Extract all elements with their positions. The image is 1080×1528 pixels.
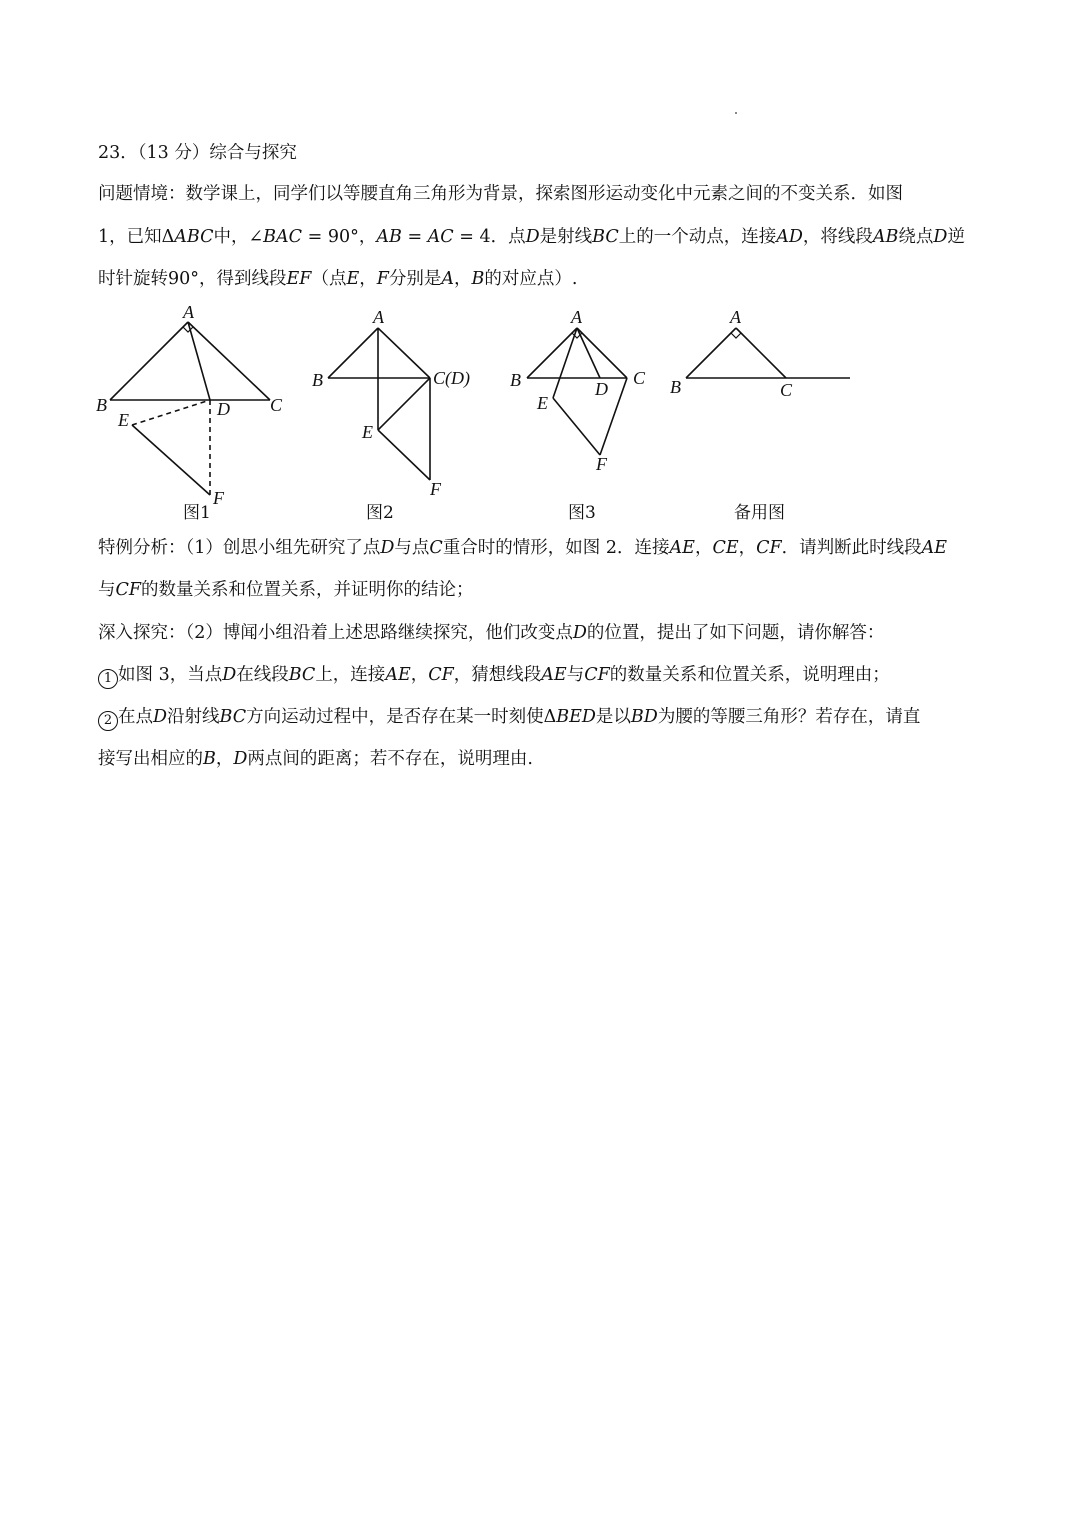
fig1-label-c: C xyxy=(270,395,283,415)
fig3-label-d: D xyxy=(595,379,608,399)
fig3-label-c: C xyxy=(633,368,646,388)
fig2-label-f: F xyxy=(430,479,441,499)
circled-number-1: 1 xyxy=(98,669,118,689)
situation-line-2: 1，已知ΔABC中，∠BAC = 90°，AB = AC = 4．点D是射线BC上的一个动点，连接AD，将线段AB绕点D逆 xyxy=(98,227,965,247)
fig3-label-b: B xyxy=(510,370,521,390)
problem-header: 23．（13 分）综合与探究 xyxy=(98,143,297,163)
fig3-label-a: A xyxy=(571,307,582,327)
fig1-label-a: A xyxy=(183,302,194,322)
fig2-label-a: A xyxy=(373,307,384,327)
fig4-caption: 备用图 xyxy=(734,503,785,523)
part1-line-1: 特例分析：（1）创思小组先研究了点D与点C重合时的情形，如图 2．连接AE，CE，CF．请判断此时线段AE xyxy=(98,538,948,558)
part2-question-1: 1 如图 3，当点D在线段BC上，连接AE，CF，猜想线段AE与CF的数量关系和位置关系，说明理由； xyxy=(98,667,890,689)
circled-number-2: 2 xyxy=(98,711,118,731)
situation-line-1: 问题情境：数学课上，同学们以等腰直角三角形为背景，探索图形运动变化中元素之间的不变关系．如图 xyxy=(98,184,903,204)
fig4-label-b: B xyxy=(670,377,681,397)
figure-2 xyxy=(328,328,430,480)
part2-intro: 深入探究：（2）博闻小组沿着上述思路继续探究，他们改变点D的位置，提出了如下问题，请你解答： xyxy=(98,623,885,643)
fig1-caption: 图1 xyxy=(183,503,211,523)
part1-line-2: 与CF的数量关系和位置关系，并证明你的结论； xyxy=(98,580,474,600)
fig1-label-d: D xyxy=(217,399,230,419)
fig1-label-b: B xyxy=(96,395,107,415)
fig3-label-e: E xyxy=(537,393,548,413)
fig2-label-cd: C(D) xyxy=(433,368,470,388)
fig2-caption: 图2 xyxy=(366,503,394,523)
fig3-caption: 图3 xyxy=(568,503,596,523)
part2-question-2-line-2: 接写出相应的B，D两点间的距离；若不存在，说明理由. xyxy=(98,749,533,769)
fig3-label-f: F xyxy=(596,454,607,474)
situation-line-3: 时针旋转90°，得到线段EF（点E，F分别是A，B的对应点）. xyxy=(98,269,578,289)
fig2-label-b: B xyxy=(312,370,323,390)
fig4-label-c: C xyxy=(780,380,793,400)
fig1-label-e: E xyxy=(118,410,129,430)
fig4-label-a: A xyxy=(730,307,741,327)
fig2-label-e: E xyxy=(362,422,373,442)
figure-3 xyxy=(527,328,627,455)
fig1-label-f: F xyxy=(213,488,224,508)
part2-question-2-line-1: 2 在点D沿射线BC方向运动过程中，是否存在某一时刻使ΔBED是以BD为腰的等腰三角形？若存在，请直 xyxy=(98,709,920,731)
figures-diagram xyxy=(0,0,1080,540)
figure-1 xyxy=(110,322,270,495)
figure-4 xyxy=(686,328,850,378)
